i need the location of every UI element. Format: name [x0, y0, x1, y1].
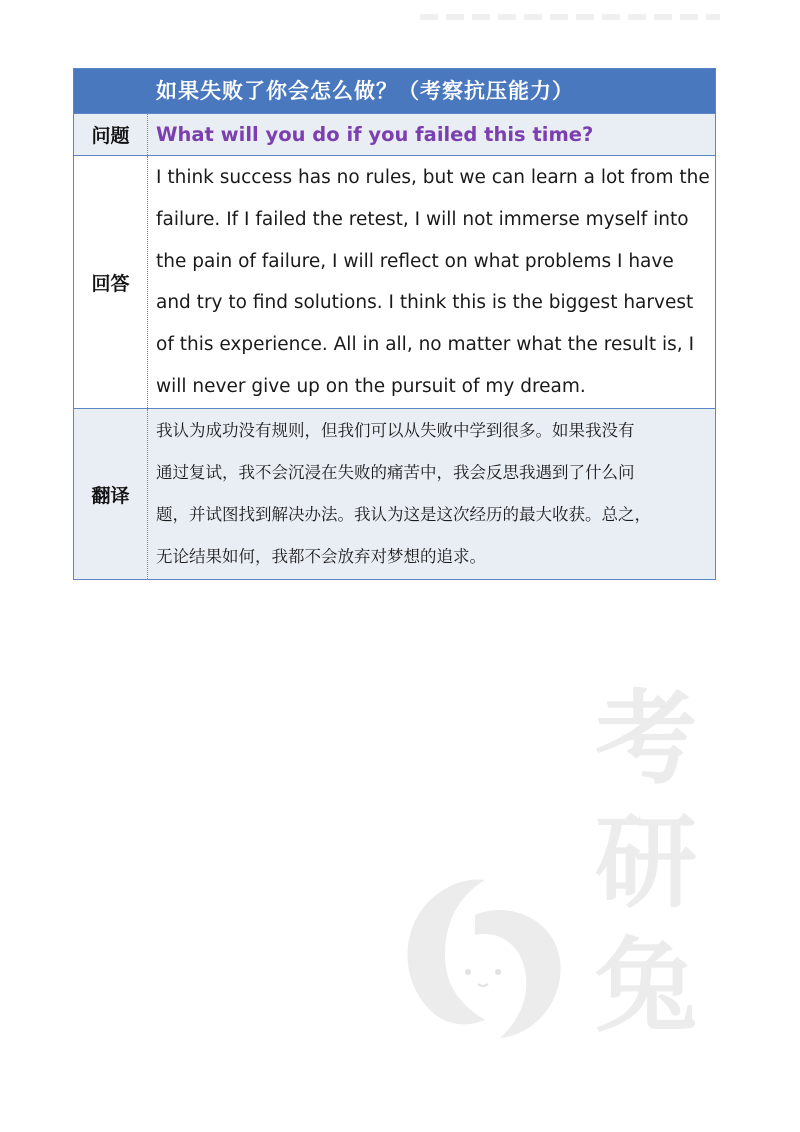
watermark-char: 兔 — [595, 927, 697, 1047]
table-title: 如果失败了你会怎么做？（考察抗压能力） — [156, 79, 574, 103]
answer-label: 回答 — [74, 156, 148, 408]
question-row — [74, 113, 715, 155]
translation-line: 通过复试，我不会沉浸在失败的痛苦中，我会反思我遇到了什么问 — [156, 463, 635, 482]
translation-text — [148, 409, 715, 579]
answer-line: and try to find solutions. I think this is the biggest harvest — [156, 292, 694, 314]
answer-line: I think success has no rules, but we can learn a lot from the — [156, 167, 710, 188]
watermark-char: 考 — [595, 679, 697, 799]
faint-header-mark — [420, 14, 720, 20]
translation-label: 翻译 — [74, 409, 148, 579]
watermark-char: 研 — [595, 803, 697, 923]
rabbit-logo-icon — [390, 860, 570, 1050]
translation-row — [74, 408, 715, 579]
answer-line: the pain of failure, I will reflect on what problems I have — [156, 250, 674, 272]
answer-line: of this experience. All in all, no matter what the result is, I — [156, 334, 695, 356]
qa-table — [73, 68, 716, 580]
translation-line: 我认为成功没有规则，但我们可以从失败中学到很多。如果我没有 — [156, 421, 635, 440]
answer-row — [74, 155, 715, 408]
table-header — [74, 69, 715, 113]
question-label: 问题 — [74, 114, 148, 155]
answer-text — [148, 156, 715, 408]
answer-line: will never give up on the pursuit of my dream. — [156, 375, 586, 397]
question-cell — [148, 114, 715, 155]
translation-line: 无论结果如何，我都不会放弃对梦想的追求。 — [156, 547, 486, 566]
translation-line: 题，并试图找到解决办法。我认为这是这次经历的最大收获。总之， — [156, 505, 651, 524]
answer-line: failure. If I failed the retest, I will not immerse myself into — [156, 208, 689, 230]
question-text: What will you do if you failed this time? — [156, 123, 594, 146]
